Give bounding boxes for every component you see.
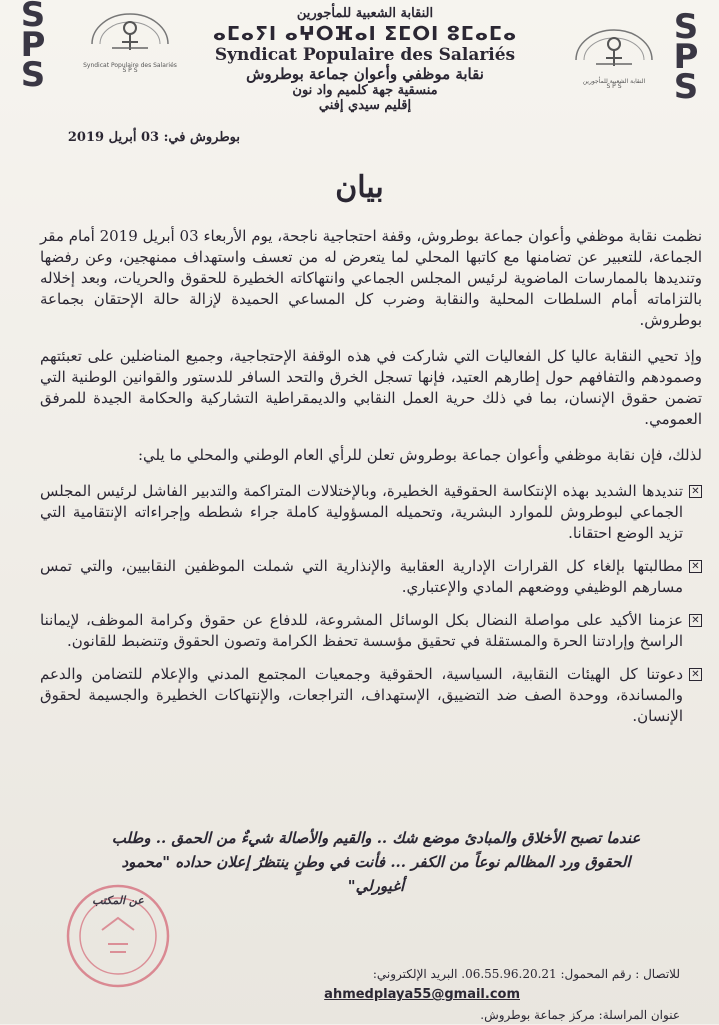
sps-letter: P	[673, 37, 699, 77]
paragraph: لذلك، فإن نقابة موظفي وأعوان جماعة بوطروش تعلن للرأي العام الوطني والمحلي ما يلي:	[137, 446, 702, 464]
sps-letter: P	[20, 25, 46, 65]
logo-caption-abbr: S P S	[606, 83, 622, 90]
sps-letter: S	[20, 55, 46, 95]
checked-box-icon: ✕	[689, 614, 702, 627]
contact-phone-label: للاتصال : رقم المحمول: 06.55.96.20.21. البريد الإلكتروني:	[372, 967, 680, 981]
letterhead	[200, 6, 530, 113]
list-item-text: مطالبتها بإلغاء كل القرارات الإدارية العقابية والإنذارية التي شملت الموظفين النقابيين، والتي تمس مسارهم الوظيفي ووضعهم المادي والإعتباري.	[40, 557, 683, 596]
union-logo-right	[566, 20, 662, 94]
logo-caption-fr: Syndicat Populaire des Salariés	[83, 62, 177, 69]
union-name-tifinagh: ⴰⵎⴰⵢⵏ ⴰⵖⵔⴼⴰⵏ ⵉⵎⵔⵏ ⵓⵎⴰⵎⴰ	[212, 23, 518, 45]
signature-text: عن المكتب	[92, 894, 144, 907]
list-item	[40, 664, 702, 727]
union-emblem-icon	[82, 4, 178, 64]
contact-address: عنوان المراسلة: مركز جماعة بوطروش.	[480, 1008, 680, 1022]
list-item-text: عزمنا الأكيد على مواصلة النضال بكل الوسائل المشروعة، للدفاع عن حقوق وكرامة الموظف، لإيماننا الراسخ وإرادتنا الحرة والمستقلة في تحقيق مؤسسة تحفظ الكرامة وتصون الحقوق وتنضبط للقانون.	[40, 611, 683, 650]
document-body	[40, 226, 702, 739]
checked-box-icon: ✕	[689, 485, 702, 498]
document-date: بوطروش في: 03 أبريل 2019	[67, 130, 240, 145]
list-item	[40, 481, 702, 544]
list-item-text: دعوتنا كل الهيئات النقابية، السياسية، الحقوقية وجمعيات المجتمع المدني والإعلام للتضامن والدعم والمساندة، ووحدة الصف ضد التضييق، الإستهداف، التراجعات، والإنتهاكات الخطيرة والجسيمة لحقوق الإنسان.	[40, 665, 683, 725]
checked-box-icon: ✕	[689, 668, 702, 681]
sps-vertical-right	[661, 7, 711, 107]
union-emblem-icon	[566, 20, 662, 80]
province-name: إقليم سيدي إفني	[318, 98, 412, 113]
branch-name: نقابة موظفي وأعوان جماعة بوطروش	[246, 65, 484, 83]
contact-line	[150, 964, 680, 984]
list-item	[40, 556, 702, 598]
contact-footer	[150, 964, 680, 1025]
union-name-arabic: النقابة الشعبية للمأجورين	[296, 6, 434, 21]
sps-letter: S	[673, 7, 699, 47]
paragraph: وإذ تحيي النقابة عاليا كل الفعاليات التي شاركت في هذه الوقفة الإحتجاجية، وجميع المناضلين على تعبئتهم وصمودهم والتفافهم حول إطارهم العتيد، فإنها تسجل الخرق والتحد السافر للدستور والقوانين الوطنية التي تضمن حقوق الإنسان، بما في ذلك حرية العمل النقابي والديمقراطية التشاركية والحكامة الجيدة للمرفق العمومي.	[40, 347, 702, 428]
union-logo-left	[82, 4, 178, 78]
region-name: منسقية جهة كلميم واد نون	[292, 83, 438, 98]
sps-vertical-left	[8, 0, 58, 95]
union-name-french: Syndicat Populaire des Salariés	[214, 45, 516, 65]
paragraph: نظمت نقابة موظفي وأعوان جماعة بوطروش، وقفة احتجاجية ناجحة، يوم الأربعاء 03 أبريل 2019 أمام مقر الجماعة، للتعبير عن تضامنها مع كاتبها المحلي لما يتعرض له من تعسف واستهداف ممنهجين، وعن رفضها وتنديدها بالممارسات الماضوية لرئيس المجلس الجماعي وانتهاكاته الخطيرة للحقوق والحريات، وبعد إخلاله بالتزاماته أمام السلطات المحلية والنقابة وضرب كل المساعي الحميدة لإزالة حالة الإحتقان بجماعة بوطروش.	[40, 227, 702, 329]
sps-letter: S	[673, 67, 699, 107]
list-item	[40, 610, 702, 652]
logo-caption-ar: النقابة الشعبية للمأجورين	[582, 78, 646, 85]
closing-quote: عندما تصبح الأخلاق والمبادئ موضع شك .. والقيم والأصالة شيءٌ من الحمق .. وطلب الحقوق ورد المظالم نوعاً من الكفر ... فأنت في وطنٍ ينتظرُ إعلان حداده "محمود أغيورلي"	[111, 829, 641, 895]
logo-caption-abbr: S P S	[122, 67, 138, 74]
sps-letter: S	[20, 0, 46, 35]
document-title: بيان	[335, 170, 384, 205]
checked-box-icon: ✕	[689, 560, 702, 573]
contact-email[interactable]: ahmedplaya55@gmail.com	[324, 987, 520, 1002]
contact-email-line	[150, 984, 520, 1005]
list-item-text: تنديدها الشديد بهذه الإنتكاسة الحقوقية الخطيرة، وبالإختلالات المتراكمة والتدبير الفاشل لرئيس المجلس الجماعي لبوطروش للموارد البشرية، وتحميله المسؤولية كاملة جراء شططه وإجراءاته الإنتقامية التي تزيد الوضع احتقانا.	[40, 482, 683, 542]
